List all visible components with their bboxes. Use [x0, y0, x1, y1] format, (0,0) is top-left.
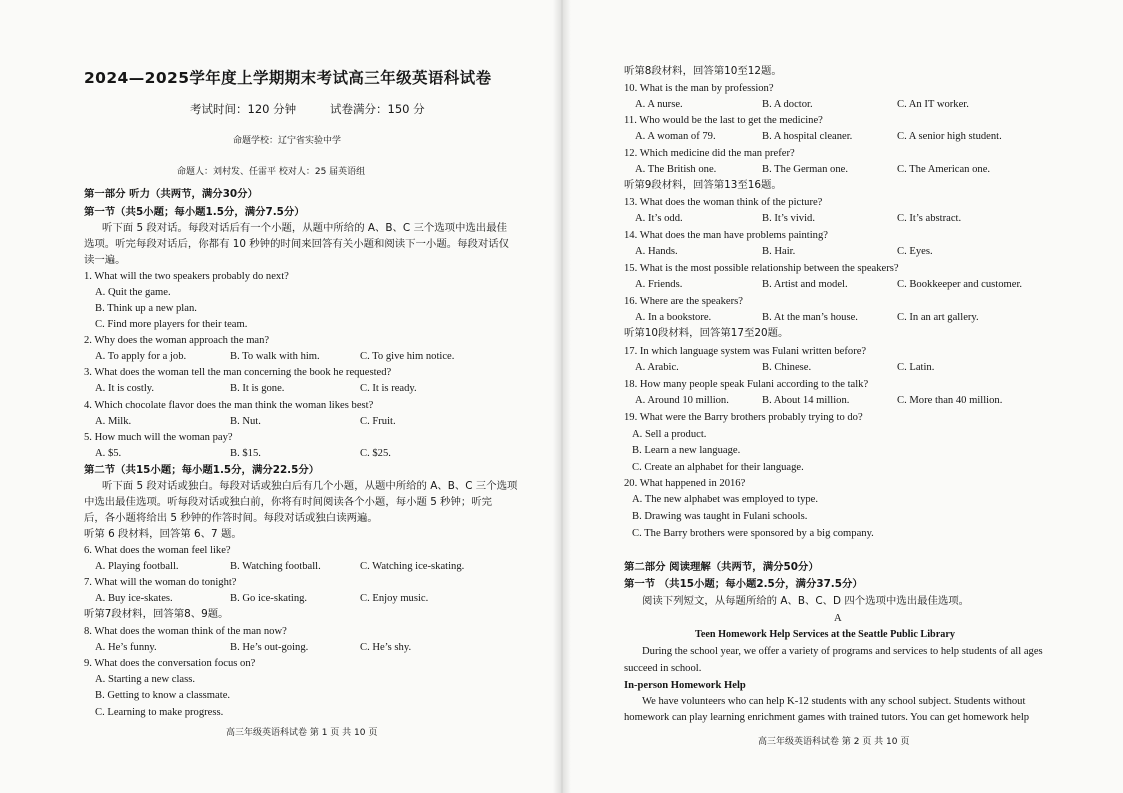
q15-option-c: C. Bookkeeper and customer. [897, 279, 1023, 290]
exam-time: 考试时间：120 分钟 [190, 102, 297, 116]
question-13: 13. What does the woman think of the picture? [624, 197, 823, 208]
q9-option-c: C. Learning to make progress. [95, 707, 224, 718]
section1-instruction-line: 听下面 5 段对话。每段对话后有一个小题，从题中所给的 A、B、C 三个选项中选出最佳 [102, 222, 507, 234]
q1-option-b: B. Think up a new plan. [95, 303, 197, 314]
passage-letter: A [834, 613, 842, 624]
q5-option-a: A. $5. [95, 448, 122, 459]
q11-option-c: C. A senior high student. [897, 131, 1002, 142]
question-17: 17. In which language system was Fulani written before? [624, 346, 867, 357]
question-16: 16. Where are the speakers? [624, 296, 743, 307]
q16-option-a: A. In a bookstore. [635, 312, 712, 323]
question-2: 2. Why does the woman approach the man? [84, 335, 270, 346]
question-12: 12. Which medicine did the man prefer? [624, 148, 795, 159]
q3-option-a: A. It is costly. [95, 383, 155, 394]
page-fold-shadow [553, 0, 571, 793]
question-19: 19. What were the Barry brothers probably trying to do? [624, 412, 863, 423]
q17-option-a: A. Arabic. [635, 362, 679, 373]
q14-option-c: C. Eyes. [897, 246, 933, 257]
section2-heading: 第二节（共15小题；每小题1.5分，满分22.5分） [84, 464, 320, 476]
q19-option-a: A. Sell a product. [632, 429, 707, 440]
question-8: 8. What does the woman think of the man now? [84, 626, 287, 637]
material-10-note: 听第10段材料，回答第17至20题。 [624, 327, 789, 339]
passage-subheading: In-person Homework Help [624, 680, 746, 691]
section1-instruction-line: 选项。听完每段对话后，你都有 10 秒钟的时间来回答有关小题和阅读下一小题。每段对话仅 [84, 238, 510, 250]
q16-option-b: B. At the man’s house. [762, 312, 858, 323]
q14-option-b: B. Hair. [762, 246, 796, 257]
q20-option-a: A. The new alphabet was employed to type. [632, 494, 819, 505]
question-5: 5. How much will the woman pay? [84, 432, 233, 443]
q9-option-b: B. Getting to know a classmate. [95, 690, 231, 701]
q2-option-c: C. To give him notice. [360, 351, 455, 362]
q17-option-c: C. Latin. [897, 362, 935, 373]
question-10: 10. What is the man by profession? [624, 83, 774, 94]
q8-option-c: C. He’s shy. [360, 642, 412, 653]
q6-option-a: A. Playing football. [95, 561, 179, 572]
reading-instruction: 阅读下列短文，从每题所给的 A、B、C、D 四个选项中选出最佳选项。 [642, 595, 970, 607]
page-footer: 高三年级英语科试卷 第 1 页 共 10 页 [226, 728, 378, 738]
section2-instruction-line: 中选出最佳选项。听每段对话或独白前，你将有时间阅读各个小题，每小题 5 秒钟；听完 [84, 496, 493, 508]
q9-option-a: A. Starting a new class. [95, 674, 196, 685]
passage-paragraph-line: During the school year, we offer a variety of programs and services to help students of all ages [642, 646, 1043, 657]
q11-option-b: B. A hospital cleaner. [762, 131, 853, 142]
section1-heading: 第一节（共5小题；每小题1.5分，满分7.5分） [84, 206, 305, 218]
q17-option-b: B. Chinese. [762, 362, 812, 373]
material-8-note: 听第8段材料，回答第10至12题。 [624, 65, 782, 77]
section2-instruction-line: 后，各小题将给出 5 秒钟的作答时间。每段对话或独白读两遍。 [84, 512, 378, 524]
passage-paragraph-line: We have volunteers who can help K-12 students with any school subject. Students without [642, 696, 1026, 707]
q2-option-a: A. To apply for a job. [95, 351, 187, 362]
section2-instruction-line: 听下面 5 段对话或独白。每段对话或独白后有几个小题，从题中所给的 A、B、C 三个选项 [102, 480, 518, 492]
q7-option-c: C. Enjoy music. [360, 593, 429, 604]
q20-option-c: C. The Barry brothers were sponsored by a big company. [632, 528, 874, 539]
exam-page-2 [562, 0, 1123, 793]
q10-option-b: B. A doctor. [762, 99, 813, 110]
question-6: 6. What does the woman feel like? [84, 545, 231, 556]
q6-option-b: B. Watching football. [230, 561, 321, 572]
q18-option-b: B. About 14 million. [762, 395, 850, 406]
section1-instruction-line: 读一遍。 [84, 254, 126, 266]
q5-option-b: B. $15. [230, 448, 261, 459]
q13-option-c: C. It’s abstract. [897, 213, 962, 224]
q10-option-c: C. An IT worker. [897, 99, 969, 110]
question-14: 14. What does the man have problems painting? [624, 230, 828, 241]
q13-option-a: A. It’s odd. [635, 213, 683, 224]
q14-option-a: A. Hands. [635, 246, 678, 257]
exam-title: 2024—2025学年度上学期期末考试高三年级英语科试卷 [84, 69, 492, 87]
q6-option-c: C. Watching ice-skating. [360, 561, 465, 572]
q12-option-c: C. The American one. [897, 164, 991, 175]
reading-section1-heading: 第一节 （共15小题；每小题2.5分，满分37.5分） [624, 578, 863, 590]
q13-option-b: B. It’s vivid. [762, 213, 815, 224]
question-11: 11. Who would be the last to get the medicine? [624, 115, 823, 126]
q7-option-a: A. Buy ice-skates. [95, 593, 173, 604]
q7-option-b: B. Go ice-skating. [230, 593, 308, 604]
q10-option-a: A. A nurse. [635, 99, 683, 110]
q3-option-c: C. It is ready. [360, 383, 417, 394]
page-footer: 高三年级英语科试卷 第 2 页 共 10 页 [758, 737, 910, 747]
q19-option-b: B. Learn a new language. [632, 445, 741, 456]
q5-option-c: C. $25. [360, 448, 391, 459]
q2-option-b: B. To walk with him. [230, 351, 320, 362]
q15-option-a: A. Friends. [635, 279, 683, 290]
part2-heading: 第二部分 阅读理解（共两节，满分50分） [624, 561, 819, 573]
q1-option-a: A. Quit the game. [95, 287, 171, 298]
material-9-note: 听第9段材料，回答第13至16题。 [624, 179, 782, 191]
material-7-note: 听第7段材料，回答第8、9题。 [84, 608, 229, 620]
full-score: 试卷满分：150 分 [330, 102, 425, 116]
q15-option-b: B. Artist and model. [762, 279, 848, 290]
q4-option-c: C. Fruit. [360, 416, 396, 427]
q18-option-a: A. Around 10 million. [635, 395, 729, 406]
question-7: 7. What will the woman do tonight? [84, 577, 237, 588]
passage-paragraph-line: succeed in school. [624, 663, 702, 674]
q12-option-a: A. The British one. [635, 164, 717, 175]
q4-option-a: A. Milk. [95, 416, 132, 427]
q12-option-b: B. The German one. [762, 164, 849, 175]
q8-option-a: A. He’s funny. [95, 642, 157, 653]
question-3: 3. What does the woman tell the man concerning the book he requested? [84, 367, 392, 378]
question-1: 1. What will the two speakers probably do next? [84, 271, 289, 282]
q4-option-b: B. Nut. [230, 416, 261, 427]
q1-option-c: C. Find more players for their team. [95, 319, 248, 330]
passage-paragraph-line: homework can play learning enrichment games with trained tutors. You can get homework help [624, 712, 1030, 723]
question-9: 9. What does the conversation focus on? [84, 658, 256, 669]
part1-heading: 第一部分 听力（共两节，满分30分） [84, 188, 258, 200]
authors-line: 命题人：刘村发、任雷平 校对人：25 届英语组 [177, 167, 366, 177]
question-18: 18. How many people speak Fulani according to the talk? [624, 379, 869, 390]
q8-option-b: B. He’s out-going. [230, 642, 309, 653]
material-6-note: 听第 6 段材料，回答第 6、7 题。 [84, 528, 242, 540]
question-4: 4. Which chocolate flavor does the man think the woman likes best? [84, 400, 374, 411]
q11-option-a: A. A woman of 79. [635, 131, 716, 142]
question-20: 20. What happened in 2016? [624, 478, 746, 489]
q18-option-c: C. More than 40 million. [897, 395, 1003, 406]
q16-option-c: C. In an art gallery. [897, 312, 979, 323]
q20-option-b: B. Drawing was taught in Fulani schools. [632, 511, 808, 522]
q19-option-c: C. Create an alphabet for their language. [632, 462, 804, 473]
q3-option-b: B. It is gone. [230, 383, 285, 394]
setting-school: 命题学校：辽宁省实验中学 [233, 136, 342, 146]
question-15: 15. What is the most possible relationship between the speakers? [624, 263, 899, 274]
passage-title: Teen Homework Help Services at the Seattle Public Library [695, 629, 955, 640]
